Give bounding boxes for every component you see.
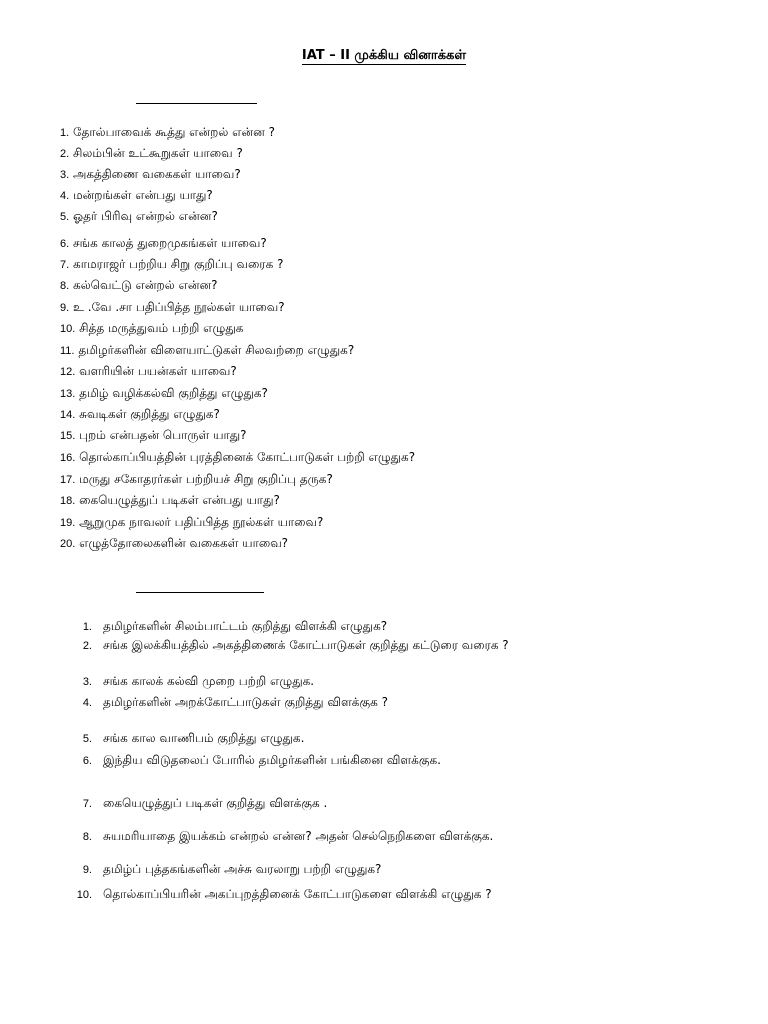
- question-item: [60, 386, 268, 401]
- question-item: [60, 188, 213, 203]
- question-item: [72, 796, 327, 811]
- question-item: [60, 364, 237, 379]
- question-number: 1.: [60, 127, 70, 139]
- question-item: [60, 450, 415, 465]
- section2-divider: [136, 592, 264, 593]
- question-number: 7.: [82, 798, 92, 810]
- question-item: [60, 146, 243, 161]
- question-number: 5.: [60, 211, 70, 223]
- question-text: சித்த மருத்துவம் பற்றி எழுதுக: [79, 321, 244, 335]
- question-text: சங்க காலத் துறைமுகங்கள் யாவை?: [73, 236, 267, 250]
- question-number: 10.: [60, 323, 76, 335]
- question-number: 4.: [60, 190, 70, 202]
- question-item: [60, 321, 243, 336]
- question-text: கல்வெட்டு என்றல் என்ன?: [73, 278, 218, 292]
- question-text: ஆறுமுக நாவலர் பதிப்பித்த நூல்கள் யாவை?: [79, 515, 324, 529]
- question-item: [72, 674, 314, 689]
- question-number: 8.: [60, 280, 70, 292]
- question-number: 1.: [82, 621, 92, 633]
- question-text: மருது சகோதரர்கள் பற்றியச் சிறு குறிப்பு தருக?: [79, 472, 333, 486]
- question-text: தமிழ்ப் புத்தகங்களின் அச்சு வரலாறு பற்றி எழுதுக?: [103, 862, 382, 876]
- question-text: தமிழர்களின் சிலம்பாட்டம் குறித்து விளக்கி எழுதுக?: [103, 619, 388, 633]
- question-number: 17.: [60, 474, 76, 486]
- question-item: [60, 300, 285, 315]
- question-text: மன்றங்கள் என்பது யாது?: [73, 188, 213, 202]
- question-item: [72, 619, 387, 634]
- question-text: புறம் என்பதன் பொருள் யாது?: [79, 428, 247, 442]
- question-number: 5.: [82, 733, 92, 745]
- question-number: 8.: [82, 831, 92, 843]
- question-item: [60, 493, 280, 508]
- question-item: [72, 887, 492, 902]
- question-text: அகத்திணை வகைகள் யாவை?: [73, 167, 241, 181]
- question-number: 2.: [82, 640, 92, 652]
- question-item: [60, 428, 247, 443]
- question-item: [60, 209, 218, 224]
- question-text: ஓதர் பிரிவு என்றல் என்ன?: [73, 209, 218, 223]
- page-title: [0, 48, 768, 64]
- question-number: 11.: [60, 345, 75, 357]
- section1-divider: [136, 103, 257, 104]
- question-number: 12.: [60, 366, 76, 378]
- question-number: 15.: [60, 430, 76, 442]
- question-text: தமிழ் வழிக்கல்வி குறித்து எழுதுக?: [79, 386, 268, 400]
- question-number: 20.: [60, 538, 76, 550]
- question-text: தமிழர்களின் அறக்கோட்பாடுகள் குறித்து விளக்குக ?: [103, 695, 388, 709]
- question-text: சிலம்பின் உட்கூறுகள் யாவை ?: [73, 146, 243, 160]
- question-number: 3.: [60, 169, 70, 181]
- question-item: [60, 125, 275, 140]
- question-item: [72, 829, 493, 844]
- question-text: சங்க காலக் கல்வி முறை பற்றி எழுதுக.: [103, 674, 315, 688]
- question-text: உ .வே .சா பதிப்பித்த நூல்கள் யாவை?: [73, 300, 285, 314]
- question-text: தொல்காப்பியத்தின் புரத்தினைக் கோட்பாடுகள் பற்றி எழுதுக?: [79, 450, 416, 464]
- question-item: [60, 278, 218, 293]
- question-number: 3.: [82, 676, 92, 688]
- question-number: 13.: [60, 388, 76, 400]
- question-text: சுயமரியாதை இயக்கம் என்றல் என்ன? அதன் செல்நெறிகளை விளக்குக.: [103, 829, 494, 843]
- question-text: சங்க இலக்கியத்தில் அகத்திணைக் கோட்பாடுகள் குறித்து கட்டுரை வரைக ?: [103, 638, 509, 652]
- question-number: 9.: [82, 864, 92, 876]
- question-text: காமராஜர் பற்றிய சிறு குறிப்பு வரைக ?: [73, 257, 284, 271]
- question-number: 16.: [60, 452, 76, 464]
- question-item: [60, 472, 333, 487]
- question-text: சங்க கால வாணிபம் குறித்து எழுதுக.: [103, 731, 305, 745]
- question-text: கையெழுத்துப் படிகள் குறித்து விளக்குக .: [103, 796, 328, 810]
- question-number: 7.: [60, 259, 70, 271]
- question-item: [72, 638, 509, 653]
- question-text: தோல்பாவைக் கூத்து என்றல் என்ன ?: [73, 125, 275, 139]
- question-item: [60, 343, 354, 358]
- question-text: இந்திய விடுதலைப் போரில் தமிழர்களின் பங்கினை விளக்குக.: [103, 753, 441, 767]
- question-number: 9.: [60, 302, 70, 314]
- question-item: [60, 515, 323, 530]
- question-number: 18.: [60, 495, 76, 507]
- question-item: [72, 731, 304, 746]
- question-item: [60, 257, 283, 272]
- question-item: [60, 167, 241, 182]
- question-item: [60, 236, 267, 251]
- question-number: 14.: [60, 409, 76, 421]
- question-item: [72, 695, 388, 710]
- question-text: கையெழுத்துப் படிகள் என்பது யாது?: [79, 493, 280, 507]
- question-number: 6.: [60, 238, 70, 250]
- question-item: [72, 753, 441, 768]
- question-text: சுவடிகள் குறித்து எழுதுக?: [79, 407, 220, 421]
- question-number: 19.: [60, 517, 76, 529]
- question-text: தொல்காப்பியரின் அகப்புறத்தினைக் கோட்பாடுகளை விளக்கி எழுதுக ?: [103, 887, 492, 901]
- question-item: [72, 862, 381, 877]
- question-number: 4.: [82, 697, 92, 709]
- question-text: வளரியின் பயன்கள் யாவை?: [79, 364, 237, 378]
- question-number: 10.: [76, 889, 92, 901]
- question-item: [60, 536, 288, 551]
- question-text: எழுத்தோலைகளின் வகைகள் யாவை?: [79, 536, 289, 550]
- question-text: தமிழர்களின் விளையாட்டுகள் சிலவற்றை எழுதுக?: [78, 343, 355, 357]
- question-number: 6.: [82, 755, 92, 767]
- page-title-text: IAT – II முக்கிய வினாக்கள்: [301, 48, 467, 63]
- question-number: 2.: [60, 148, 70, 160]
- question-item: [60, 407, 220, 422]
